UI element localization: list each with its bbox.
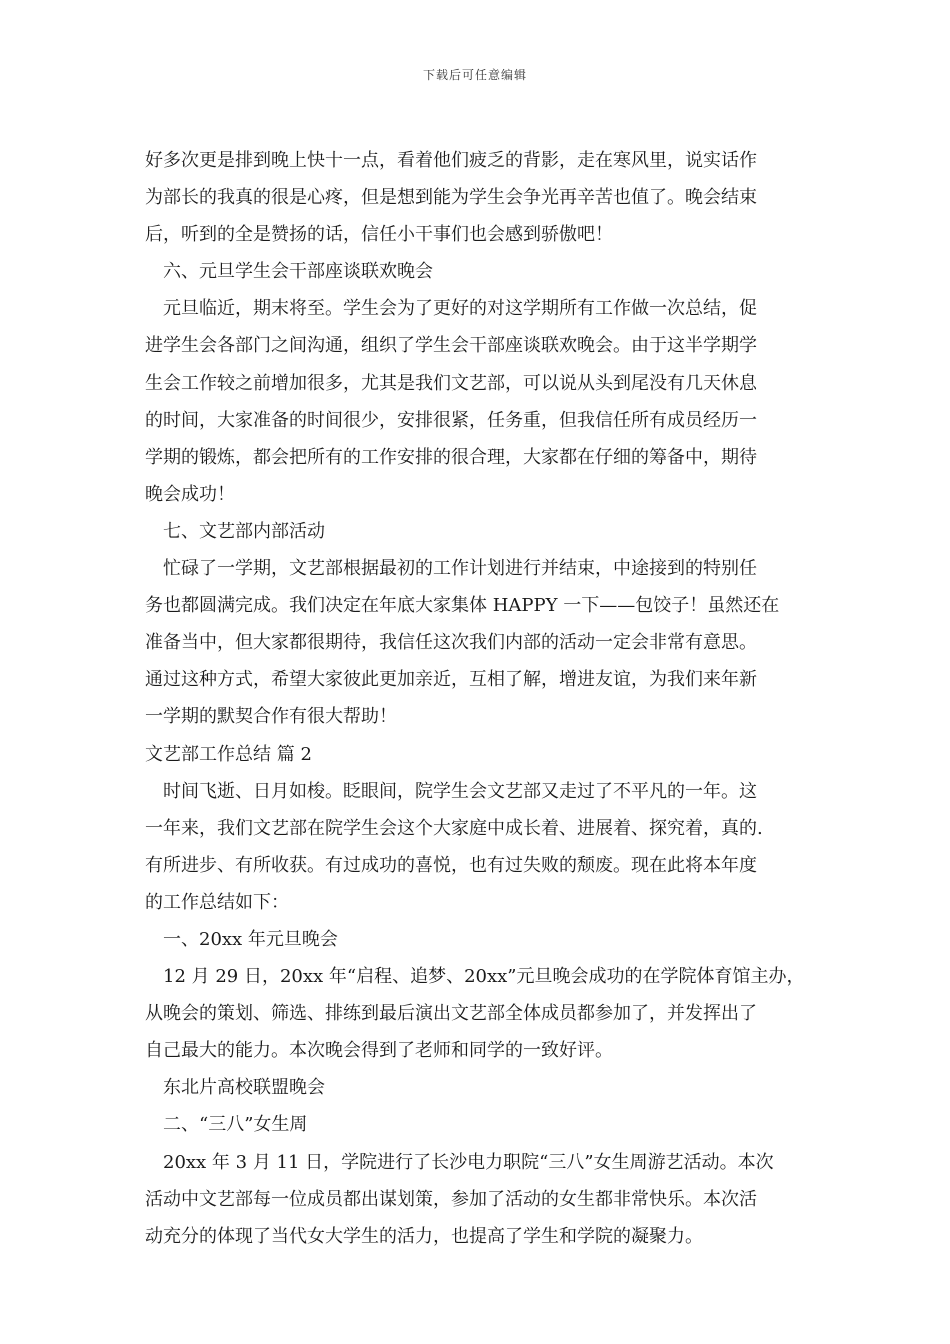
text-line: 活动中文艺部每一位成员都出谋划策，参加了活动的女生都非常快乐。本次活 (145, 1188, 757, 1210)
document-body (145, 142, 813, 1255)
text-line: 学期的锻炼，都会把所有的工作安排的很合理，大家都在仔细的筹备中，期待 (145, 446, 757, 468)
text-line: 后，听到的全是赞扬的话，信任小干事们也会感到骄傲吧！ (145, 224, 613, 246)
text-line: 12 月 29 日，20xx 年“启程、追梦、20xx”元旦晚会成功的在学院体育馆主办， (163, 966, 805, 988)
text-line: 一年来，我们文艺部在院学生会这个大家庭中成长着、进展着、探究着，真的. (145, 817, 763, 839)
text-line: 有所进步、有所收获。有过成功的喜悦，也有过失败的颓废。现在此将本年度 (145, 854, 757, 876)
text-line: 的工作总结如下： (145, 891, 289, 913)
text-line: 好多次更是排到晚上快十一点，看着他们疲乏的背影，走在寒风里，说实话作 (145, 150, 757, 171)
text-line: 一学期的默契合作有很大帮助！ (145, 706, 397, 728)
text-line: 自己最大的能力。本次晚会得到了老师和同学的一致好评。 (145, 1040, 613, 1062)
text-line: 的时间，大家准备的时间很少，安排很紧，任务重，但我信任所有成员经历一 (145, 409, 757, 431)
text-line: 生会工作较之前增加很多，尤其是我们文艺部，可以说从头到尾没有几天休息 (145, 372, 757, 394)
text-line: 东北片高校联盟晚会 (163, 1077, 325, 1099)
text-line: 20xx 年 3 月 11 日，学院进行了长沙电力职院“三八”女生周游艺活动。本次 (163, 1151, 774, 1173)
text-line: 准备当中，但大家都很期待，我信任这次我们内部的活动一定会非常有意思。 (145, 632, 757, 654)
text-line: 文艺部工作总结 篇 2 (145, 743, 312, 765)
text-line: 七、文艺部内部活动 (163, 520, 325, 542)
text-line: 一、20xx 年元旦晚会 (163, 928, 338, 950)
text-line: 二、“三八”女生周 (163, 1114, 308, 1136)
text-line: 动充分的体现了当代女大学生的活力，也提高了学生和学院的凝聚力。 (145, 1225, 703, 1247)
text-line: 忙碌了一学期，文艺部根据最初的工作计划进行并结束，中途接到的特别任 (163, 558, 757, 580)
text-line: 为部长的我真的很是心疼，但是想到能为学生会争光再辛苦也值了。晚会结束 (145, 187, 757, 209)
text-line: 从晚会的策划、筛选、排练到最后演出文艺部全体成员都参加了，并发挥出了 (145, 1003, 757, 1025)
text-line: 元旦临近，期末将至。学生会为了更好的对这学期所有工作做一次总结，促 (163, 298, 757, 320)
text-line: 六、元旦学生会干部座谈联欢晚会 (163, 261, 433, 283)
text-line: 晚会成功！ (145, 483, 235, 505)
header-note: 下载后可任意编辑 (422, 68, 527, 82)
text-line: 通过这种方式，希望大家彼此更加亲近，互相了解，增进友谊，为我们来年新 (145, 669, 757, 691)
text-line: 时间飞逝、日月如梭。眨眼间，院学生会文艺部又走过了不平凡的一年。这 (163, 780, 757, 802)
text-line: 进学生会各部门之间沟通，组织了学生会干部座谈联欢晚会。由于这半学期学 (145, 335, 757, 357)
text-line: 务也都圆满完成。我们决定在年底大家集体 HAPPY 一下——包饺子！虽然还在 (145, 595, 780, 617)
